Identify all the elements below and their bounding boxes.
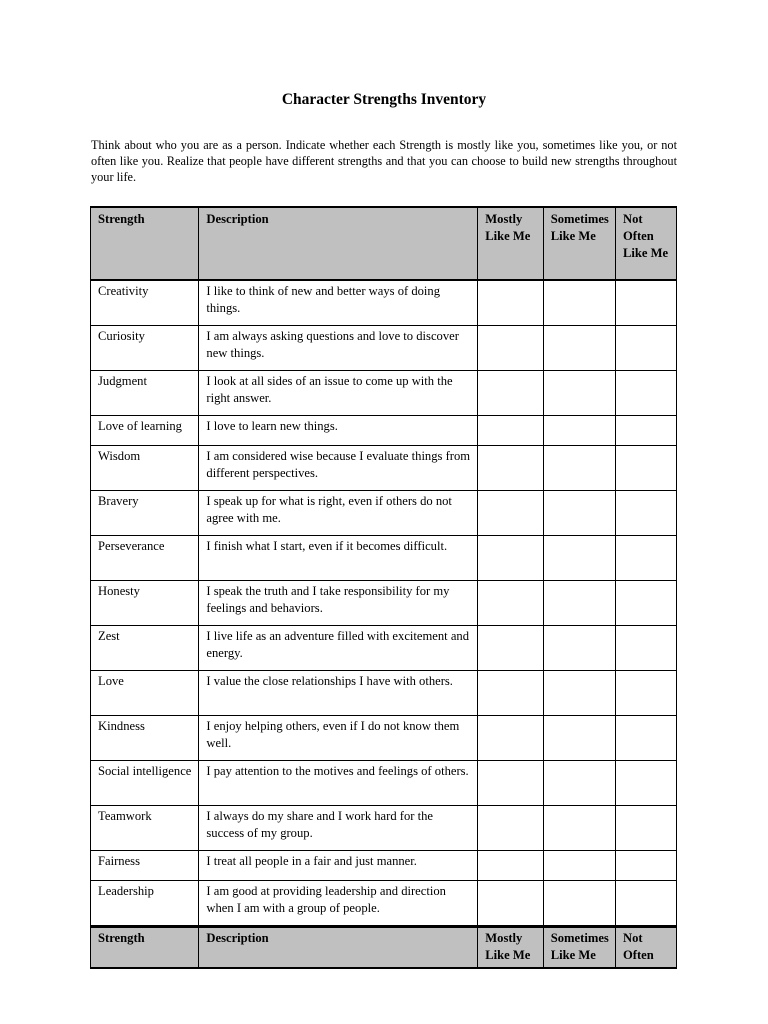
sometimes-like-me-cell[interactable] [543, 446, 615, 491]
strength-name: Zest [91, 626, 199, 671]
table-row [91, 371, 677, 416]
strength-description: I am always asking questions and love to discover new things. [199, 326, 478, 371]
strength-description: I live life as an adventure filled with excitement and energy. [199, 626, 478, 671]
strength-description: I speak the truth and I take responsibility for my feelings and behaviors. [199, 581, 478, 626]
table-row [91, 416, 677, 446]
not-often-like-me-cell[interactable] [616, 491, 677, 536]
mostly-like-me-cell[interactable] [478, 671, 543, 716]
table-row [91, 881, 677, 927]
table-row [91, 446, 677, 491]
footer-header-mostly-like-me: Mostly Like Me [478, 927, 543, 969]
table-row [91, 806, 677, 851]
sometimes-like-me-cell[interactable] [543, 371, 615, 416]
footer-header-row [91, 927, 677, 969]
strength-description: I am considered wise because I evaluate things from different perspectives. [199, 446, 478, 491]
strength-name: Creativity [91, 280, 199, 326]
strength-name: Fairness [91, 851, 199, 881]
mostly-like-me-cell[interactable] [478, 491, 543, 536]
table-row [91, 491, 677, 536]
sometimes-like-me-cell[interactable] [543, 761, 615, 806]
page-title: Character Strengths Inventory [281, 91, 487, 108]
sometimes-like-me-cell[interactable] [543, 851, 615, 881]
strength-name: Kindness [91, 716, 199, 761]
sometimes-like-me-cell[interactable] [543, 671, 615, 716]
footer-header-not-often-like-me: Not Often [616, 927, 677, 969]
not-often-like-me-cell[interactable] [616, 280, 677, 326]
table-row [91, 716, 677, 761]
table-row [91, 326, 677, 371]
not-often-like-me-cell[interactable] [616, 881, 677, 927]
table-row [91, 581, 677, 626]
not-often-like-me-cell[interactable] [616, 851, 677, 881]
mostly-like-me-cell[interactable] [478, 536, 543, 581]
mostly-like-me-cell[interactable] [478, 371, 543, 416]
footer-header-description: Description [199, 927, 478, 969]
header-mostly-like-me: Mostly Like Me [478, 207, 543, 280]
strength-name: Love of learning [91, 416, 199, 446]
strength-name: Social intelligence [91, 761, 199, 806]
not-often-like-me-cell[interactable] [616, 536, 677, 581]
strength-description: I treat all people in a fair and just manner. [199, 851, 478, 881]
not-often-like-me-cell[interactable] [616, 716, 677, 761]
mostly-like-me-cell[interactable] [478, 806, 543, 851]
strength-name: Judgment [91, 371, 199, 416]
strength-name: Perseverance [91, 536, 199, 581]
strength-description: I finish what I start, even if it becomes difficult. [199, 536, 478, 581]
not-often-like-me-cell[interactable] [616, 626, 677, 671]
strengths-table [90, 206, 677, 969]
not-often-like-me-cell[interactable] [616, 671, 677, 716]
table-row [91, 851, 677, 881]
strength-description: I pay attention to the motives and feelings of others. [199, 761, 478, 806]
header-strength: Strength [91, 207, 199, 280]
mostly-like-me-cell[interactable] [478, 416, 543, 446]
strength-description: I like to think of new and better ways of doing things. [199, 280, 478, 326]
header-not-often-like-me: Not Often Like Me [616, 207, 677, 280]
not-often-like-me-cell[interactable] [616, 371, 677, 416]
strength-description: I always do my share and I work hard for the success of my group. [199, 806, 478, 851]
mostly-like-me-cell[interactable] [478, 851, 543, 881]
not-often-like-me-cell[interactable] [616, 806, 677, 851]
mostly-like-me-cell[interactable] [478, 881, 543, 927]
sometimes-like-me-cell[interactable] [543, 280, 615, 326]
sometimes-like-me-cell[interactable] [543, 326, 615, 371]
not-often-like-me-cell[interactable] [616, 581, 677, 626]
not-often-like-me-cell[interactable] [616, 446, 677, 491]
strength-description: I speak up for what is right, even if others do not agree with me. [199, 491, 478, 536]
strength-name: Bravery [91, 491, 199, 536]
sometimes-like-me-cell[interactable] [543, 581, 615, 626]
table-row [91, 671, 677, 716]
table-body [91, 280, 677, 927]
sometimes-like-me-cell[interactable] [543, 536, 615, 581]
strength-description: I look at all sides of an issue to come up with the right answer. [199, 371, 478, 416]
header-row [91, 207, 677, 280]
sometimes-like-me-cell[interactable] [543, 626, 615, 671]
sometimes-like-me-cell[interactable] [543, 491, 615, 536]
sometimes-like-me-cell[interactable] [543, 881, 615, 927]
table-row [91, 536, 677, 581]
strength-description: I love to learn new things. [199, 416, 478, 446]
mostly-like-me-cell[interactable] [478, 716, 543, 761]
header-description: Description [199, 207, 478, 280]
not-often-like-me-cell[interactable] [616, 326, 677, 371]
strength-description: I am good at providing leadership and direction when I am with a group of people. [199, 881, 478, 927]
strength-name: Curiosity [91, 326, 199, 371]
footer-header-sometimes-like-me: Sometimes Like Me [543, 927, 615, 969]
footer-header-strength: Strength [91, 927, 199, 969]
table-row [91, 761, 677, 806]
intro-paragraph: Think about who you are as a person. Indicate whether each Strength is mostly like you, sometimes like you, or not often like you. Realize that people have different strengths and that you can choose to build new strengths throughout your life. [91, 138, 677, 184]
strength-name: Leadership [91, 881, 199, 927]
mostly-like-me-cell[interactable] [478, 581, 543, 626]
header-sometimes-like-me: Sometimes Like Me [543, 207, 615, 280]
strength-description: I value the close relationships I have with others. [199, 671, 478, 716]
strength-name: Teamwork [91, 806, 199, 851]
mostly-like-me-cell[interactable] [478, 446, 543, 491]
mostly-like-me-cell[interactable] [478, 326, 543, 371]
table-row [91, 626, 677, 671]
table-header [91, 207, 677, 280]
not-often-like-me-cell[interactable] [616, 761, 677, 806]
not-often-like-me-cell[interactable] [616, 416, 677, 446]
strength-name: Wisdom [91, 446, 199, 491]
strength-name: Love [91, 671, 199, 716]
sometimes-like-me-cell[interactable] [543, 416, 615, 446]
mostly-like-me-cell[interactable] [478, 761, 543, 806]
strength-name: Honesty [91, 581, 199, 626]
mostly-like-me-cell[interactable] [478, 280, 543, 326]
sometimes-like-me-cell[interactable] [543, 806, 615, 851]
sometimes-like-me-cell[interactable] [543, 716, 615, 761]
table-row [91, 280, 677, 326]
table-footer-header [91, 927, 677, 969]
strength-description: I enjoy helping others, even if I do not know them well. [199, 716, 478, 761]
mostly-like-me-cell[interactable] [478, 626, 543, 671]
